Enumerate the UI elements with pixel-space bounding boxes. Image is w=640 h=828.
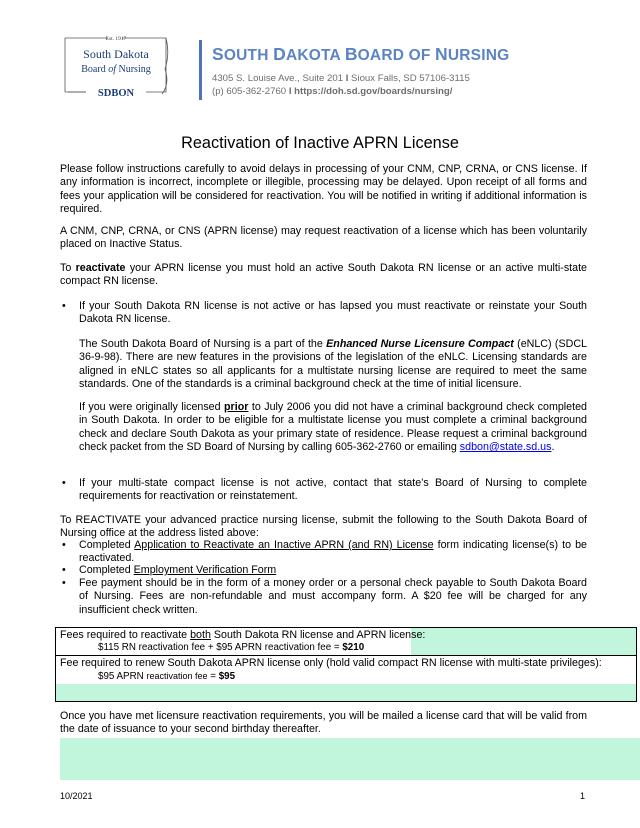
logo-abbr: SDBON <box>97 88 135 99</box>
background-check-paragraph: If you were originally licensed prior to July 2006 you did not have a criminal background check completed in South Dakota. In order to be eligible for a multistate license you must complete a criminal background check and declare South Dakota as your primary state of residence. Please request a criminal background check packet from the SD Board of Nursing by calling 605-362-2760 or emailing sdbon@state.sd.us. <box>79 401 587 454</box>
org-name: SOUTH DAKOTA BOARD OF NURSING <box>212 44 510 64</box>
form-fill-field[interactable] <box>60 738 640 780</box>
fee-row-both-amount: $115 RN reactivation fee + $95 APRN reactivation fee = $210 <box>98 642 365 653</box>
fee-row-aprn-label: Fee required to renew South Dakota APRN license only (hold valid compact RN license with multi-state privileges): <box>60 657 602 669</box>
fee-row-both-label: Fees required to reactivate both South Dakota RN license and APRN license: <box>60 629 426 641</box>
application-link[interactable]: Application to Reactivate an Inactive APRN (and RN) License <box>134 539 434 551</box>
list-1-marker: • <box>62 539 66 551</box>
email-link[interactable]: sdbon@state.sd.us <box>459 441 552 454</box>
logo-line1: South Dakota <box>83 47 149 61</box>
logo-line2: Board of Nursing <box>81 64 151 75</box>
list-item-application: Completed Application to Reactivate an Inactive APRN (and RN) License form indicating license(s) to be reactivated. <box>79 539 587 565</box>
bullet-2-marker: • <box>62 477 66 489</box>
org-url: https://doh.sd.gov/boards/nursing/ <box>291 86 453 97</box>
logo-est: Est. 1917 <box>105 36 127 42</box>
enlc-paragraph: The South Dakota Board of Nursing is a part of the Enhanced Nurse Licensure Compact (eNLC) (SDCL 36-9-98). There are new features in the provisions of the legislation of the eNLC. Licensing standards are aligned in eNLC states so all applicants for a multistate nursing license are required to meet the same standards. One of the standards is a criminal background check at the time of initial licensure. <box>79 338 588 391</box>
sdbon-logo <box>62 34 170 100</box>
footer-page-number: 1 <box>580 791 586 801</box>
fee-row-aprn-amount: $95 APRN reactivation fee = $95 <box>98 671 236 682</box>
submit-paragraph: To REACTIVATE your advanced practice nursing license, submit the following to the South Dakota Board of Nursing office at the address listed above: <box>60 514 587 540</box>
bullet-1-marker: • <box>62 300 66 312</box>
list-item-employment: Completed Employment Verification Form <box>79 564 277 576</box>
closing-paragraph: Once you have met licensure reactivation requirements, you will be mailed a license card that will be valid from the date of issuance to your second birthday thereafter. <box>60 710 587 736</box>
aprn-paragraph: A CNM, CNP, CRNA, or CNS (APRN license) may request reactivation of a license which has been voluntarily placed on Inactive Status. <box>60 225 587 251</box>
bullet-2-text: If your multi-state compact license is not active, contact that state’s Board of Nursing to complete requirements for reactivation or reinstatement. <box>79 477 587 503</box>
fee-row-both <box>56 628 636 656</box>
org-address: 4305 S. Louise Ave., Suite 201 I Sioux Falls, SD 57106-3115 (p) 605-362-2760 I https://doh.sd.gov/boards/nursing/ <box>212 73 470 97</box>
list-3-marker: • <box>62 577 66 589</box>
page-title: Reactivation of Inactive APRN License <box>181 134 459 152</box>
bullet-1-text: If your South Dakota RN license is not active or has lapsed you must reactivate or reinstate your South Dakota RN license. <box>79 300 587 326</box>
fee-row-aprn <box>56 656 636 701</box>
fee-field-aprn[interactable] <box>56 684 636 701</box>
list-2-marker: • <box>62 564 66 576</box>
reactivate-paragraph: To reactivate your APRN license you must hold an active South Dakota RN license or an active multi-state compact RN license. <box>60 262 587 288</box>
header-divider <box>199 40 202 100</box>
intro-paragraph: Please follow instructions carefully to avoid delays in processing of your CNM, CNP, CRNA, or CNS license. If any information is incorrect, incomplete or illegible, processing may be delayed. Upon receipt of all forms and fees your application will be considered for reactivation. You will be notified in writing if additional information is required. <box>60 163 587 216</box>
footer-date: 10/2021 <box>60 791 93 801</box>
employment-form-link[interactable]: Employment Verification Form <box>133 564 277 576</box>
fee-table <box>55 627 637 702</box>
list-item-fee: Fee payment should be in the form of a money order or a personal check payable to South Dakota Board of Nursing. Fees are non-refundable and must accompany form. A $20 fee will be charged for any insufficient check written. <box>79 577 587 616</box>
